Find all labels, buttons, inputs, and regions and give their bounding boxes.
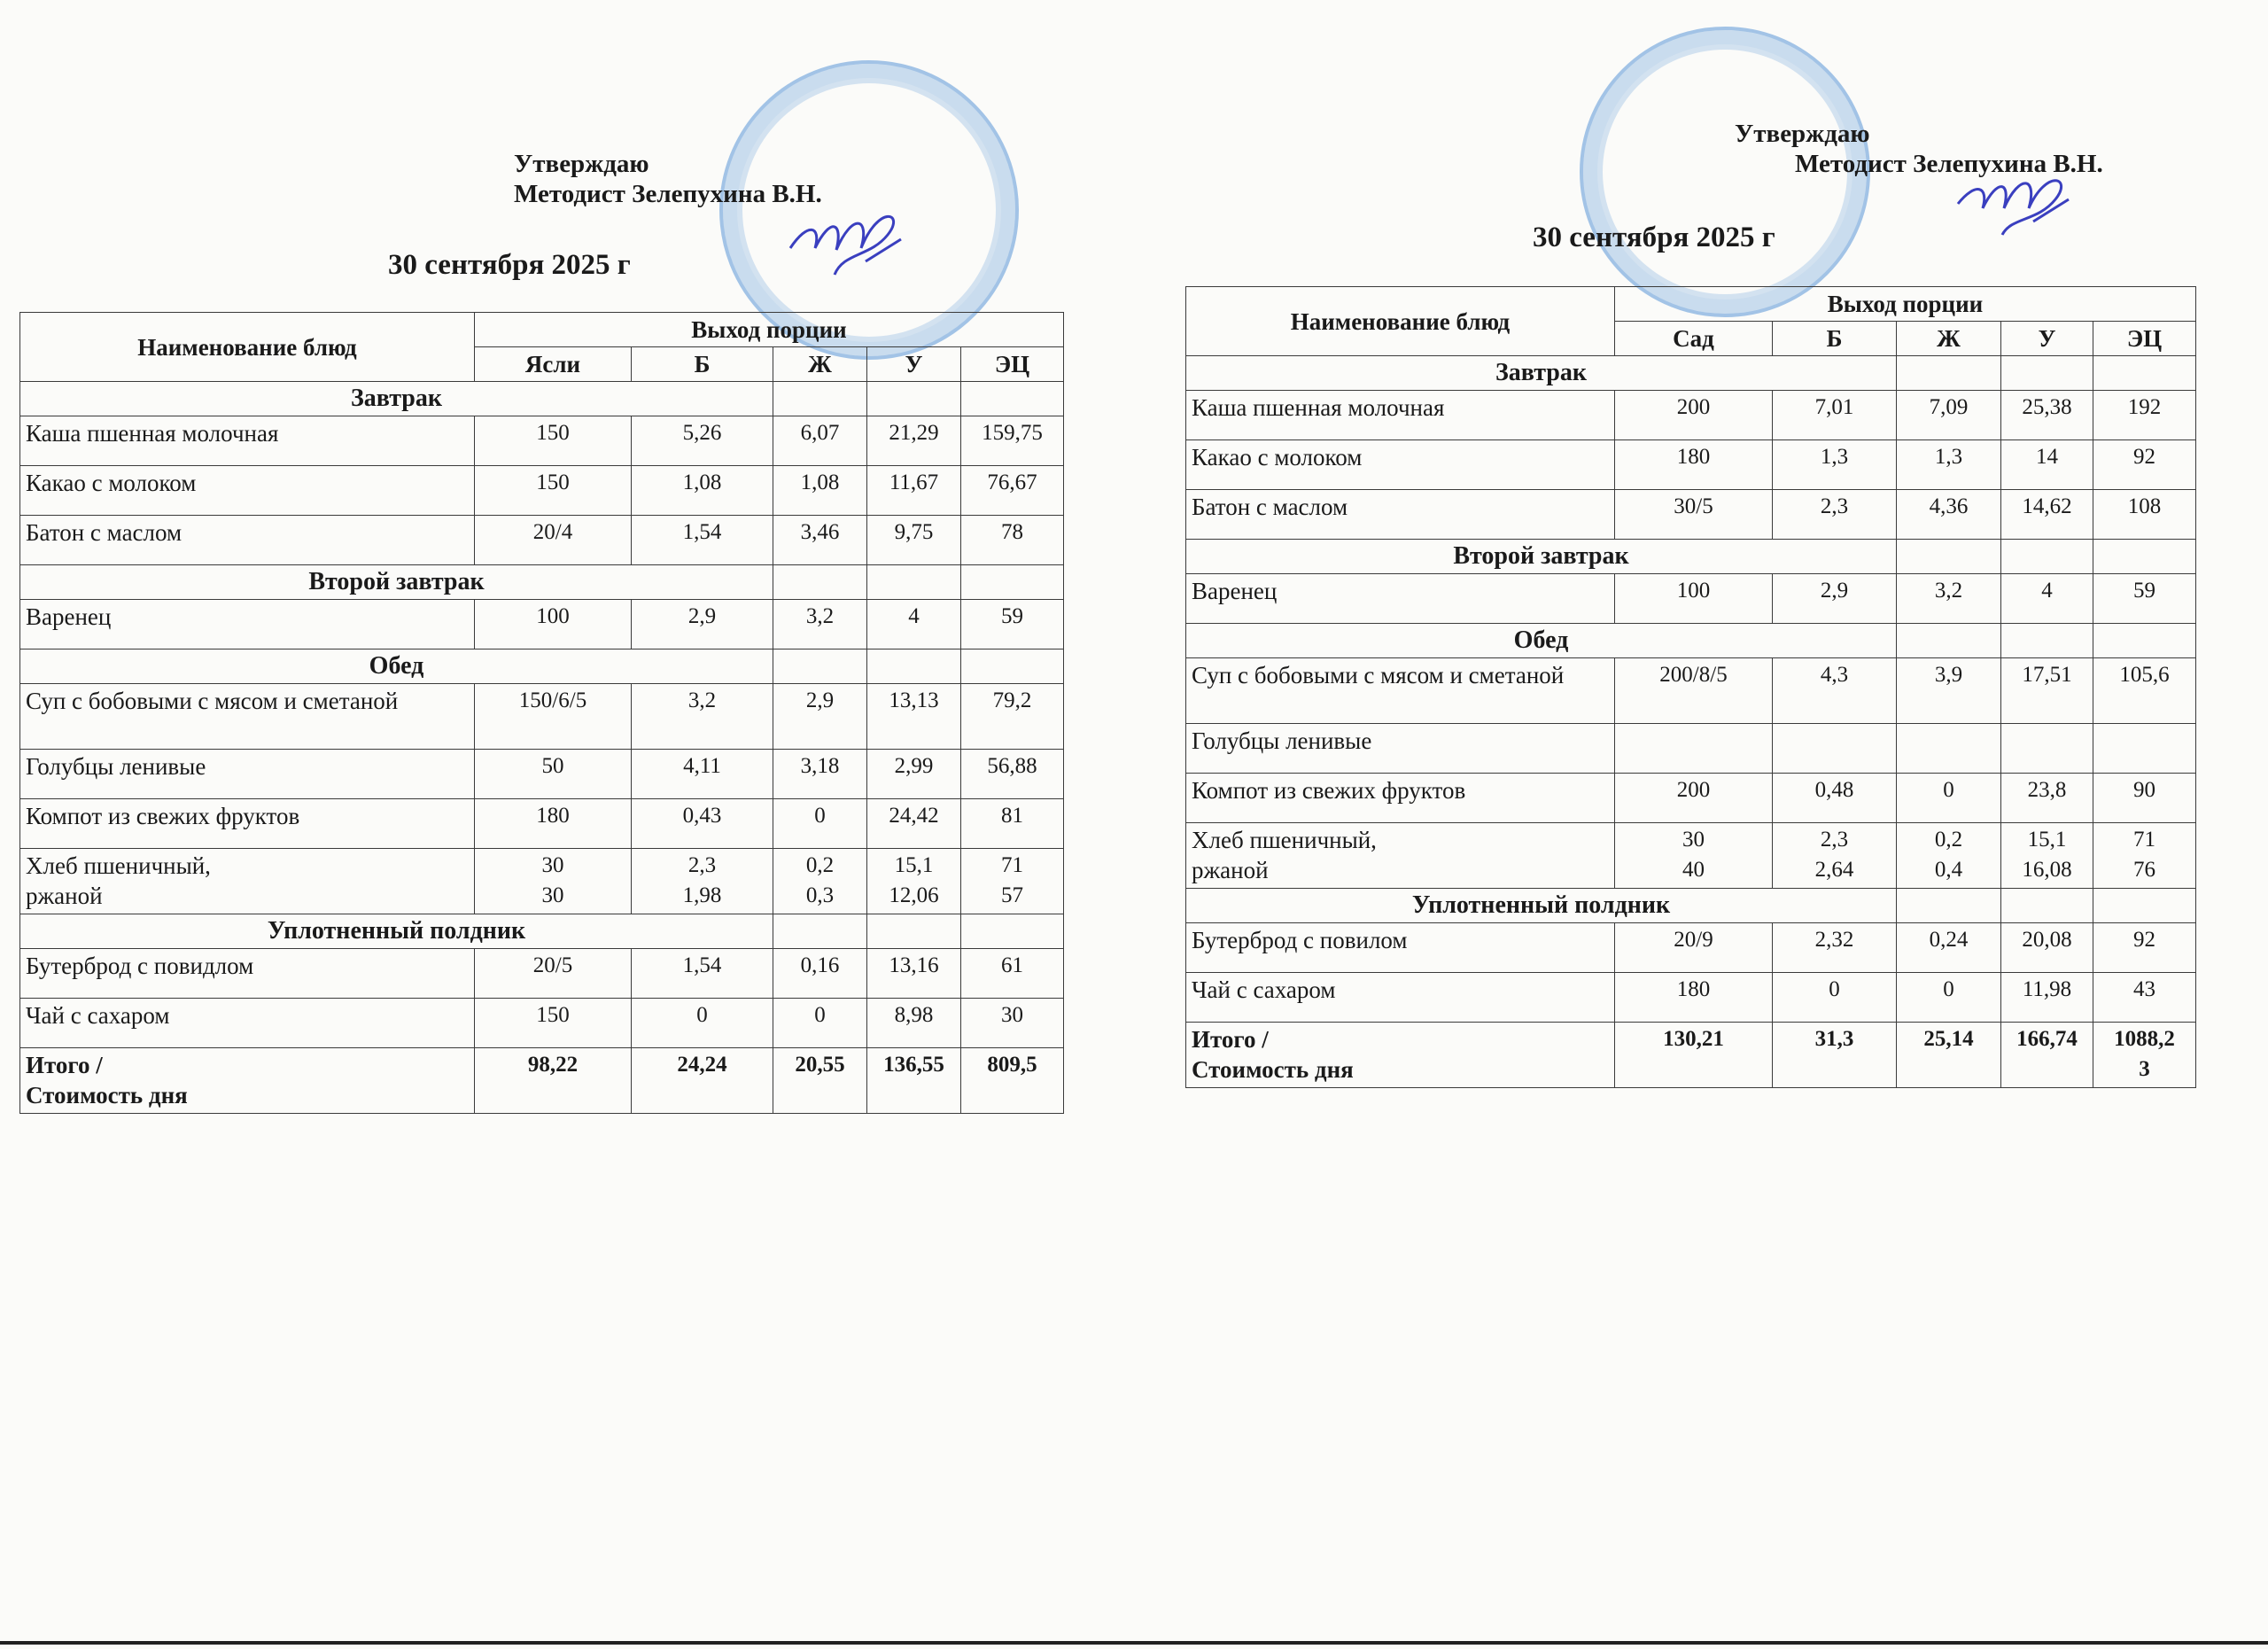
cell-line: Хлеб пшеничный,: [1192, 827, 1377, 853]
menu-date: 30 сентября 2025 г: [1533, 222, 1775, 253]
portion-output: [475, 849, 632, 914]
meal-section-row: [1186, 889, 2196, 923]
protein-value: 4,11: [632, 750, 773, 799]
cell-line: 15,1: [2027, 828, 2067, 852]
dish-row: [20, 999, 1064, 1048]
fat-value: 7,09: [1897, 391, 2001, 440]
carbs-value: [867, 849, 961, 914]
total-row: [1186, 1023, 2196, 1088]
carbs-value: 20,08: [2001, 923, 2093, 973]
energy-value: 56,88: [961, 750, 1064, 799]
empty-cell: [1897, 540, 2001, 574]
empty-cell: [2093, 356, 2196, 391]
carbs-value: 25,38: [2001, 391, 2093, 440]
meal-section-title: Второй завтрак: [1186, 540, 1897, 574]
energy-value: 59: [961, 600, 1064, 649]
empty-cell: [1897, 624, 2001, 658]
empty-cell: [961, 914, 1064, 949]
cell-line: 0,2: [805, 853, 835, 877]
empty-cell: [867, 649, 961, 684]
total-row: [20, 1048, 1064, 1114]
fat-value: 0: [773, 799, 867, 849]
total-label: [20, 1048, 475, 1114]
protein-value: 2,32: [1773, 923, 1897, 973]
carbs-value: [2001, 724, 2093, 774]
column-header-ets: ЭЦ: [961, 347, 1064, 382]
cell-line: 76: [2133, 858, 2155, 882]
dish-row: [1186, 774, 2196, 823]
fat-value: [1897, 823, 2001, 889]
protein-value: 0,43: [632, 799, 773, 849]
meal-section-row: [1186, 540, 2196, 574]
empty-cell: [2001, 889, 2093, 923]
dish-name: [20, 849, 475, 914]
empty-cell: [2001, 356, 2093, 391]
empty-cell: [1897, 889, 2001, 923]
dish-row: [20, 949, 1064, 999]
cell-line: 30: [541, 853, 564, 877]
cell-line: 0,2: [1934, 828, 1963, 852]
dish-name: [1186, 823, 1615, 889]
meal-section-title: Обед: [1186, 624, 1897, 658]
empty-cell: [1897, 356, 2001, 391]
dish-name: Бутерброд с повидлом: [20, 949, 475, 999]
portion-output: 200: [1615, 391, 1773, 440]
cell-line: ржаной: [1192, 857, 1269, 883]
fat-value: 3,9: [1897, 658, 2001, 724]
column-header-zh: Ж: [1897, 322, 2001, 356]
meal-section-row: [20, 565, 1064, 600]
empty-cell: [961, 382, 1064, 416]
cell-line: 30: [1682, 828, 1705, 852]
carbs-value: 9,75: [867, 516, 961, 565]
carbs-value: 4: [867, 600, 961, 649]
energy-value: [2093, 724, 2196, 774]
total-protein: 31,3: [1773, 1023, 1897, 1088]
protein-value: 1,54: [632, 949, 773, 999]
portion-output: 150: [475, 416, 632, 466]
dish-name: Варенец: [1186, 574, 1615, 624]
cell-line: 2,3: [1820, 828, 1849, 852]
dish-name: Батон с маслом: [20, 516, 475, 565]
meal-section-row: [1186, 624, 2196, 658]
carbs-value: 24,42: [867, 799, 961, 849]
cell-line: 0,3: [805, 883, 835, 907]
empty-cell: [2001, 540, 2093, 574]
dish-name: Голубцы ленивые: [20, 750, 475, 799]
dish-row: [1186, 440, 2196, 490]
energy-value: 61: [961, 949, 1064, 999]
fat-value: [773, 849, 867, 914]
empty-cell: [2093, 624, 2196, 658]
meal-section-title: Завтрак: [1186, 356, 1897, 391]
header-row: [1186, 287, 2196, 322]
protein-value: 4,3: [1773, 658, 1897, 724]
portion-output: 180: [1615, 440, 1773, 490]
approval-line-2: Методист Зелепухина В.Н.: [1795, 150, 2103, 178]
column-header-b: Б: [632, 347, 773, 382]
total-fat: 25,14: [1897, 1023, 2001, 1088]
total-fat: 20,55: [773, 1048, 867, 1114]
energy-value: 90: [2093, 774, 2196, 823]
portion-output: [1615, 724, 1773, 774]
carbs-value: 4: [2001, 574, 2093, 624]
energy-value: 78: [961, 516, 1064, 565]
energy-value: [2093, 823, 2196, 889]
protein-value: 2,3: [1773, 490, 1897, 540]
dish-row: [20, 466, 1064, 516]
column-header-ets: ЭЦ: [2093, 322, 2196, 356]
menu-table: [19, 312, 1064, 1114]
portion-output: 200/8/5: [1615, 658, 1773, 724]
menu-table: [1185, 286, 2196, 1088]
column-header-zh: Ж: [773, 347, 867, 382]
cell-line: 30: [541, 883, 564, 907]
energy-value: 30: [961, 999, 1064, 1048]
fat-value: [1897, 724, 2001, 774]
signature: [1949, 159, 2082, 239]
dish-row: [1186, 823, 2196, 889]
empty-cell: [773, 565, 867, 600]
energy-value: 92: [2093, 923, 2196, 973]
carbs-value: 23,8: [2001, 774, 2093, 823]
dish-row: [1186, 574, 2196, 624]
dish-row: [20, 516, 1064, 565]
empty-cell: [867, 382, 961, 416]
cell-line: ржаной: [26, 883, 103, 909]
approval-block: [514, 149, 822, 209]
cell-line: Стоимость дня: [26, 1082, 188, 1108]
dish-row: [1186, 973, 2196, 1023]
cell-line: 1088,2: [2114, 1027, 2175, 1051]
fat-value: 0: [1897, 973, 2001, 1023]
portion-output: 180: [475, 799, 632, 849]
total-output: 98,22: [475, 1048, 632, 1114]
meal-section-row: [20, 914, 1064, 949]
protein-value: 5,26: [632, 416, 773, 466]
portion-output: 20/4: [475, 516, 632, 565]
meal-section-title: Уплотненный полдник: [1186, 889, 1897, 923]
column-header-b: Б: [1773, 322, 1897, 356]
protein-value: 0: [632, 999, 773, 1048]
approval-line-1: Утверждаю: [1735, 120, 1870, 148]
energy-value: 43: [2093, 973, 2196, 1023]
dish-name: Батон с маслом: [1186, 490, 1615, 540]
column-header-u: У: [2001, 322, 2093, 356]
fat-value: 1,3: [1897, 440, 2001, 490]
empty-cell: [2093, 889, 2196, 923]
carbs-value: 11,67: [867, 466, 961, 516]
energy-value: 92: [2093, 440, 2196, 490]
dish-row: [20, 684, 1064, 750]
carbs-value: 13,16: [867, 949, 961, 999]
cell-line: 3: [2139, 1057, 2150, 1081]
cell-line: 40: [1682, 858, 1705, 882]
protein-value: 1,54: [632, 516, 773, 565]
fat-value: 0: [1897, 774, 2001, 823]
portion-output: 150: [475, 999, 632, 1048]
total-carbs: 136,55: [867, 1048, 961, 1114]
cell-line: 71: [1001, 853, 1023, 877]
fat-value: 6,07: [773, 416, 867, 466]
carbs-value: 8,98: [867, 999, 961, 1048]
portion-output: 30/5: [1615, 490, 1773, 540]
cell-line: 16,08: [2022, 858, 2072, 882]
portion-output: 150/6/5: [475, 684, 632, 750]
cell-line: 2,3: [687, 853, 717, 877]
dish-name: Голубцы ленивые: [1186, 724, 1615, 774]
dish-row: [20, 600, 1064, 649]
dish-name: Суп с бобовыми с мясом и сметаной: [20, 684, 475, 750]
portion-output: 20/9: [1615, 923, 1773, 973]
empty-cell: [773, 649, 867, 684]
meal-section-title: Второй завтрак: [20, 565, 773, 600]
dish-name: Каша пшенная молочная: [1186, 391, 1615, 440]
carbs-value: 11,98: [2001, 973, 2093, 1023]
dish-name: Бутерброд с повилом: [1186, 923, 1615, 973]
total-protein: 24,24: [632, 1048, 773, 1114]
meal-section-title: Завтрак: [20, 382, 773, 416]
empty-cell: [2093, 540, 2196, 574]
dish-row: [1186, 391, 2196, 440]
dish-name: Чай с сахаром: [1186, 973, 1615, 1023]
energy-value: [961, 849, 1064, 914]
dish-name: Чай с сахаром: [20, 999, 475, 1048]
portion-output: 100: [1615, 574, 1773, 624]
meal-section-title: Обед: [20, 649, 773, 684]
energy-value: 192: [2093, 391, 2196, 440]
empty-cell: [867, 914, 961, 949]
column-header-group: Сад: [1615, 322, 1773, 356]
dish-row: [1186, 658, 2196, 724]
scan-edge-line: [0, 1641, 2268, 1645]
empty-cell: [2001, 624, 2093, 658]
energy-value: 105,6: [2093, 658, 2196, 724]
column-header-dish: Наименование блюд: [1186, 287, 1615, 356]
dish-row: [20, 750, 1064, 799]
carbs-value: 21,29: [867, 416, 961, 466]
energy-value: 159,75: [961, 416, 1064, 466]
fat-value: 3,2: [773, 600, 867, 649]
approval-line-2: Методист Зелепухина В.Н.: [514, 180, 822, 208]
empty-cell: [961, 565, 1064, 600]
cell-line: 2,64: [1814, 858, 1854, 882]
column-header-portion: Выход порции: [1615, 287, 2196, 322]
total-carbs: 166,74: [2001, 1023, 2093, 1088]
portion-output: 20/5: [475, 949, 632, 999]
signature: [781, 186, 914, 284]
cell-line: Хлеб пшеничный,: [26, 852, 211, 879]
protein-value: [632, 849, 773, 914]
dish-name: Какао с молоком: [20, 466, 475, 516]
energy-value: 81: [961, 799, 1064, 849]
protein-value: 0,48: [1773, 774, 1897, 823]
total-label: [1186, 1023, 1615, 1088]
protein-value: 2,9: [1773, 574, 1897, 624]
carbs-value: 13,13: [867, 684, 961, 750]
dish-row: [20, 799, 1064, 849]
approval-line-1: Утверждаю: [514, 150, 649, 178]
portion-output: 100: [475, 600, 632, 649]
empty-cell: [961, 649, 1064, 684]
protein-value: 7,01: [1773, 391, 1897, 440]
column-header-portion: Выход порции: [475, 313, 1064, 347]
cell-line: Итого /: [1192, 1026, 1269, 1053]
dish-name: Компот из свежих фруктов: [1186, 774, 1615, 823]
carbs-value: [2001, 823, 2093, 889]
total-output: 130,21: [1615, 1023, 1773, 1088]
energy-value: 108: [2093, 490, 2196, 540]
cell-line: 12,06: [889, 883, 939, 907]
header-row: [20, 313, 1064, 347]
dish-name: Какао с молоком: [1186, 440, 1615, 490]
fat-value: 1,08: [773, 466, 867, 516]
dish-row: [20, 849, 1064, 914]
column-header-dish: Наименование блюд: [20, 313, 475, 382]
protein-value: [1773, 823, 1897, 889]
fat-value: 0,24: [1897, 923, 2001, 973]
empty-cell: [867, 565, 961, 600]
portion-output: [1615, 823, 1773, 889]
energy-value: 79,2: [961, 684, 1064, 750]
fat-value: 3,2: [1897, 574, 2001, 624]
meal-section-title: Уплотненный полдник: [20, 914, 773, 949]
cell-line: Стоимость дня: [1192, 1056, 1354, 1083]
dish-row: [1186, 923, 2196, 973]
carbs-value: 14: [2001, 440, 2093, 490]
meal-section-row: [20, 649, 1064, 684]
cell-line: Итого /: [26, 1052, 103, 1078]
energy-value: 76,67: [961, 466, 1064, 516]
fat-value: 3,18: [773, 750, 867, 799]
fat-value: 0: [773, 999, 867, 1048]
protein-value: 1,3: [1773, 440, 1897, 490]
fat-value: 3,46: [773, 516, 867, 565]
cell-line: 57: [1001, 883, 1023, 907]
meal-section-row: [20, 382, 1064, 416]
cell-line: 71: [2133, 828, 2155, 852]
dish-name: Компот из свежих фруктов: [20, 799, 475, 849]
dish-name: Каша пшенная молочная: [20, 416, 475, 466]
dish-row: [1186, 724, 2196, 774]
empty-cell: [773, 382, 867, 416]
total-energy: 809,5: [961, 1048, 1064, 1114]
dish-name: Варенец: [20, 600, 475, 649]
cell-line: 15,1: [894, 853, 934, 877]
menu-date: 30 сентября 2025 г: [388, 249, 631, 281]
portion-output: 200: [1615, 774, 1773, 823]
energy-value: 59: [2093, 574, 2196, 624]
fat-value: 4,36: [1897, 490, 2001, 540]
fat-value: 0,16: [773, 949, 867, 999]
portion-output: 180: [1615, 973, 1773, 1023]
protein-value: [1773, 724, 1897, 774]
dish-row: [20, 416, 1064, 466]
carbs-value: 14,62: [2001, 490, 2093, 540]
total-energy: [2093, 1023, 2196, 1088]
carbs-value: 2,99: [867, 750, 961, 799]
dish-name: Суп с бобовыми с мясом и сметаной: [1186, 658, 1615, 724]
empty-cell: [773, 914, 867, 949]
dish-row: [1186, 490, 2196, 540]
protein-value: 2,9: [632, 600, 773, 649]
protein-value: 0: [1773, 973, 1897, 1023]
portion-output: 150: [475, 466, 632, 516]
fat-value: 2,9: [773, 684, 867, 750]
protein-value: 3,2: [632, 684, 773, 750]
meal-section-row: [1186, 356, 2196, 391]
cell-line: 1,98: [682, 883, 722, 907]
carbs-value: 17,51: [2001, 658, 2093, 724]
cell-line: 0,4: [1934, 858, 1963, 882]
column-header-u: У: [867, 347, 961, 382]
column-header-group: Ясли: [475, 347, 632, 382]
portion-output: 50: [475, 750, 632, 799]
protein-value: 1,08: [632, 466, 773, 516]
